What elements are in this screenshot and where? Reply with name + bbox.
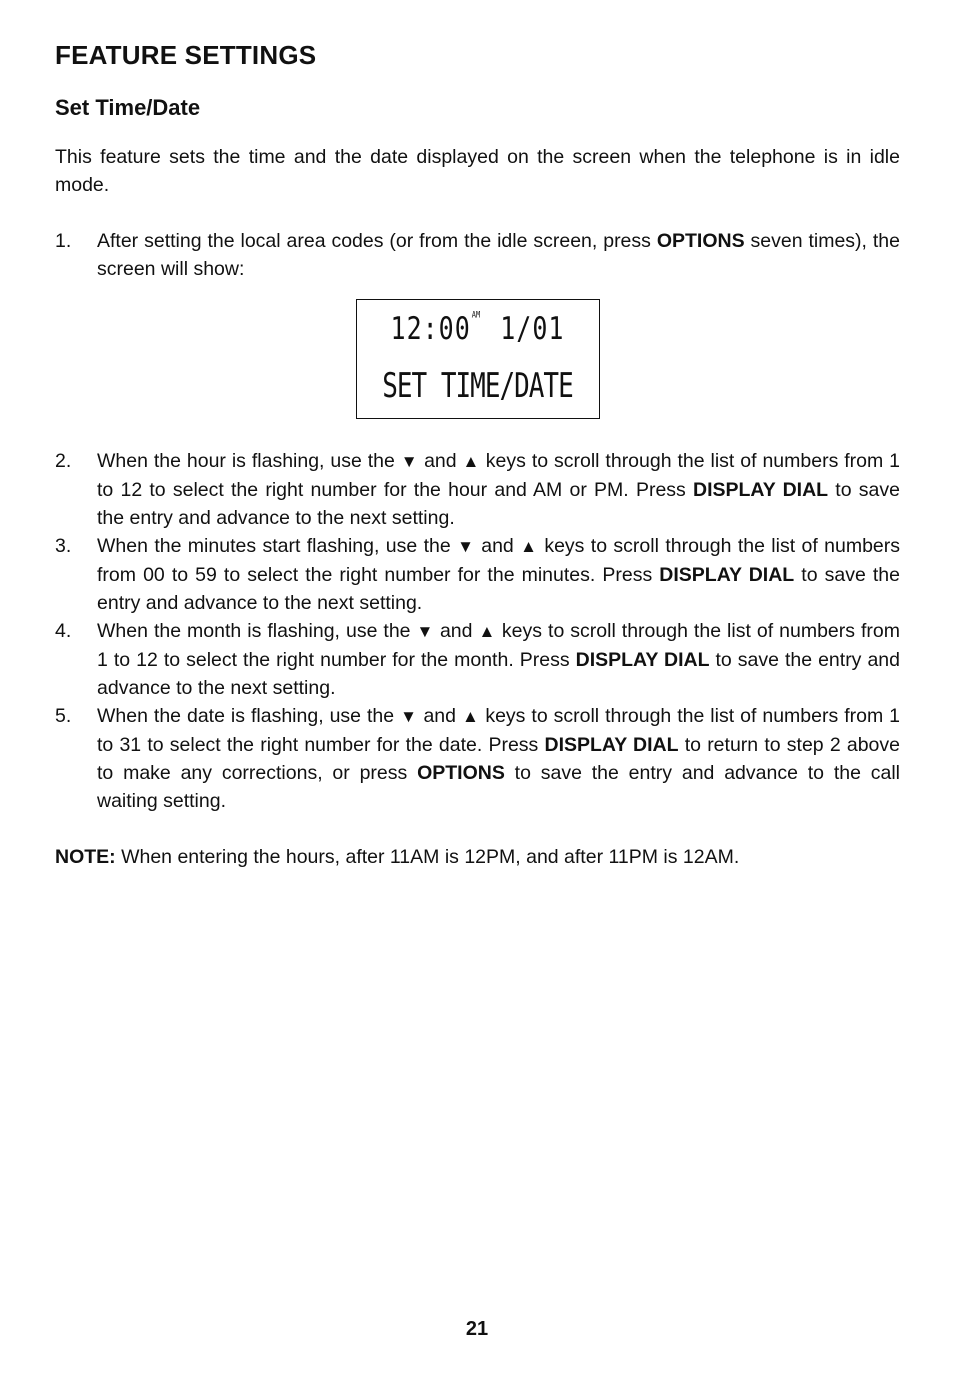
step-text: to save the entry and advance to the next setting. — [97, 649, 900, 699]
step-text: After setting the local area codes (or from the idle screen, press — [97, 230, 657, 252]
step-number: 3. — [55, 535, 72, 557]
key-display-dial: DISPLAY DIAL — [659, 564, 795, 586]
step-1 — [55, 227, 900, 283]
lcd-message: SET TIME/DATE — [382, 367, 573, 406]
up-arrow-icon: ▲ — [461, 707, 480, 726]
step-text: to save the entry and advance to the call waiting setting. — [97, 762, 901, 812]
up-arrow-icon: ▲ — [478, 622, 496, 641]
step-text: and — [474, 535, 521, 557]
step-text: When the date is flashing, use the — [97, 705, 401, 727]
lcd-screen — [356, 299, 600, 419]
note-paragraph — [55, 843, 900, 871]
step-3 — [55, 532, 900, 617]
step-text: and — [417, 705, 462, 727]
note-text: When entering the hours, after 11AM is 12PM, and after 11PM is 12AM. — [115, 846, 740, 868]
step-text: keys to scroll through the list of numbers from 00 to 59 to select the right number for the minutes. Press — [97, 535, 901, 586]
key-display-dial: DISPLAY DIAL — [693, 479, 829, 501]
step-text: keys to scroll through the list of numbers from 1 to 12 to select the right number for the month. Press — [97, 620, 901, 671]
down-arrow-icon: ▼ — [400, 707, 418, 726]
step-text: to save the entry and advance to the next setting. — [97, 479, 900, 529]
lcd-time-row — [357, 310, 599, 346]
manual-page — [55, 40, 900, 871]
up-arrow-icon: ▲ — [520, 537, 538, 556]
step-5 — [55, 702, 900, 815]
up-arrow-icon: ▲ — [462, 452, 480, 471]
step-2 — [55, 447, 900, 532]
step-number: 5. — [55, 705, 72, 727]
step-text: and — [418, 450, 463, 472]
step-4 — [55, 617, 900, 702]
step-number: 2. — [55, 450, 72, 472]
step-text: and — [433, 620, 479, 642]
key-options: OPTIONS — [656, 230, 745, 252]
step-text: to save the entry and advance to the next setting. — [97, 564, 900, 614]
step-text: When the minutes start flashing, use the — [97, 535, 458, 557]
subsection-heading: Set Time/Date — [55, 95, 201, 120]
key-display-dial: DISPLAY DIAL — [575, 649, 710, 671]
step-number: 1. — [55, 230, 72, 252]
step-text: seven times), the screen will show: — [97, 230, 900, 280]
intro-paragraph: This feature sets the time and the date displayed on the screen when the telephone is in idle mode. — [55, 146, 900, 196]
key-display-dial: DISPLAY DIAL — [544, 734, 679, 756]
lcd-date: 1/01 — [500, 310, 565, 347]
down-arrow-icon: ▼ — [416, 622, 434, 641]
step-text: to return to step 2 above to make any corrections, or press — [97, 734, 900, 784]
step-number: 4. — [55, 620, 72, 642]
page-number: 21 — [465, 1318, 489, 1340]
section-heading: FEATURE SETTINGS — [55, 40, 317, 70]
down-arrow-icon: ▼ — [457, 537, 475, 556]
step-text: When the month is flashing, use the — [97, 620, 417, 642]
step-text: keys to scroll through the list of numbers from 1 to 12 to select the right number for the hour and AM or PM. Press — [97, 450, 901, 501]
key-options: OPTIONS — [417, 762, 505, 784]
steps-list — [55, 227, 900, 283]
step-text: When the hour is flashing, use the — [97, 450, 401, 472]
step-text: keys to scroll through the list of numbers from 1 to 31 to select the right number for the date. Press — [97, 705, 901, 756]
steps-list-continued — [55, 447, 900, 815]
down-arrow-icon: ▼ — [400, 452, 419, 471]
lcd-figure — [55, 299, 900, 419]
note-label: NOTE: — [55, 846, 116, 868]
lcd-ampm: AM — [471, 310, 481, 320]
lcd-time: 12:00 — [390, 310, 471, 347]
